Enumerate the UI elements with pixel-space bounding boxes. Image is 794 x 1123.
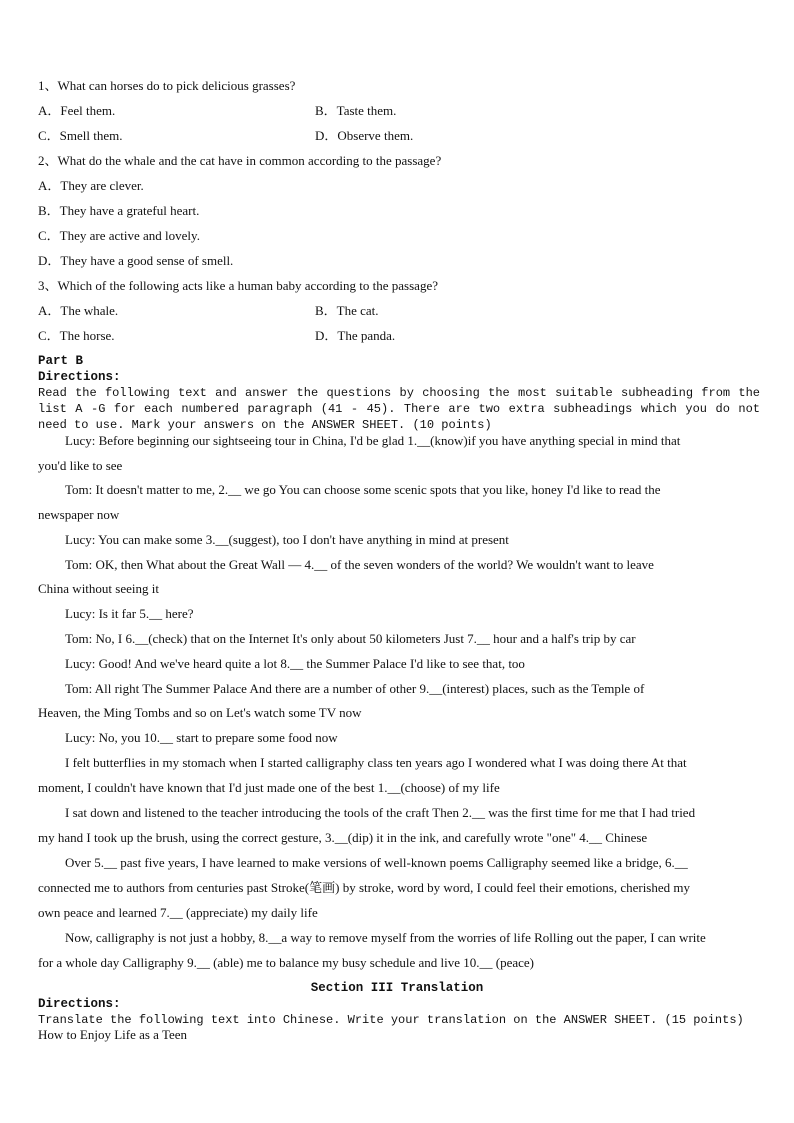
passage-line: Over 5.__ past five years, I have learned to make versions of well-known poems Calligraphy seemed like a bridge, 6.__ [65,855,688,870]
passage-line: I sat down and listened to the teacher introducing the tools of the craft Then 2.__ was the first time for me that I had tried [65,805,696,820]
dialogue-line: Lucy: Before beginning our sightseeing tour in China, I'd be glad 1.__(know)if you have anything special in mind that [65,433,681,448]
question-2-option-b: B．They have a grateful heart. [38,203,200,218]
question-2-option-c: C．They are active and lovely. [38,228,200,243]
dialogue-line: Lucy: You can make some 3.__(suggest), too I don't have anything in mind at present [65,532,509,547]
passage-line: my hand I took up the brush, using the correct gesture, 3.__(dip) it in the ink, and carefully wrote "one" 4.__ Chinese [38,830,648,845]
part-b-directions-label: Directions: [38,370,121,384]
dialogue-line: Lucy: No, you 10.__ start to prepare some food now [65,730,338,745]
translation-title: How to Enjoy Life as a Teen [38,1027,188,1042]
question-1-stem: 1、What can horses do to pick delicious grasses? [38,78,296,93]
question-1-option-c: C．Smell them. [38,128,123,143]
passage-line: moment, I couldn't have known that I'd just made one of the best 1.__(choose) of my life [38,780,500,795]
section-3-heading: Section III Translation [310,981,484,995]
question-2-option-a: A．They are clever. [38,178,144,193]
dialogue-line: Heaven, the Ming Tombs and so on Let's watch some TV now [38,705,362,720]
part-b-directions-text: Read the following text and answer the questions by choosing the most suitable subheading from the list A -G for each numbered paragraph (41 - 45). There are two extra subheadings which you do not need to use. Mark your answers on the ANSWER SHEET. (10 points) [38,386,760,432]
dialogue-line: Tom: It doesn't matter to me, 2.__ we go You can choose some scenic spots that you like, honey I'd like to read the [65,482,661,497]
dialogue-line: Lucy: Is it far 5.__ here? [65,606,194,621]
passage-line: Now, calligraphy is not just a hobby, 8.__a way to remove myself from the worries of life Rolling out the paper, I can write [65,930,706,945]
section-3-directions-text: Translate the following text into Chinese. Write your translation on the ANSWER SHEET. (15 points) [38,1013,744,1027]
dialogue-line: newspaper now [38,507,120,522]
question-2-stem: 2、What do the whale and the cat have in common according to the passage? [38,153,442,168]
section-3-directions-label: Directions: [38,997,121,1011]
dialogue-line: Tom: No, I 6.__(check) that on the Internet It's only about 50 kilometers Just 7.__ hour and a half's trip by car [65,631,636,646]
dialogue-line: Tom: All right The Summer Palace And there are a number of other 9.__(interest) places, such as the Temple of [65,681,645,696]
passage-line: for a whole day Calligraphy 9.__ (able) me to balance my busy schedule and live 10.__ (peace) [38,955,534,970]
question-1-option-b: B．Taste them. [315,103,397,118]
question-3-option-c: C．The horse. [38,328,115,343]
dialogue-line: China without seeing it [38,581,159,596]
dialogue-line: Tom: OK, then What about the Great Wall — 4.__ of the seven wonders of the world? We wouldn't want to leave [65,557,654,572]
dialogue-line: Lucy: Good! And we've heard quite a lot 8.__ the Summer Palace I'd like to see that, too [65,656,525,671]
part-b-heading: Part B [38,354,84,368]
question-2-option-d: D．They have a good sense of smell. [38,253,234,268]
question-3-option-b: B．The cat. [315,303,379,318]
question-3-option-a: A．The whale. [38,303,119,318]
question-1-option-a: A．Feel them. [38,103,116,118]
question-1-option-d: D．Observe them. [315,128,414,143]
question-3-option-d: D．The panda. [315,328,396,343]
dialogue-line: you'd like to see [38,458,123,473]
question-3-stem: 3、Which of the following acts like a human baby according to the passage? [38,278,438,293]
passage-line: own peace and learned 7.__ (appreciate) my daily life [38,905,318,920]
passage-line: I felt butterflies in my stomach when I started calligraphy class ten years ago I wondered what I was doing there At that [65,755,687,770]
passage-line: connected me to authors from centuries past Stroke(笔画) by stroke, word by word, I could feel their emotions, cherished my [38,880,690,895]
